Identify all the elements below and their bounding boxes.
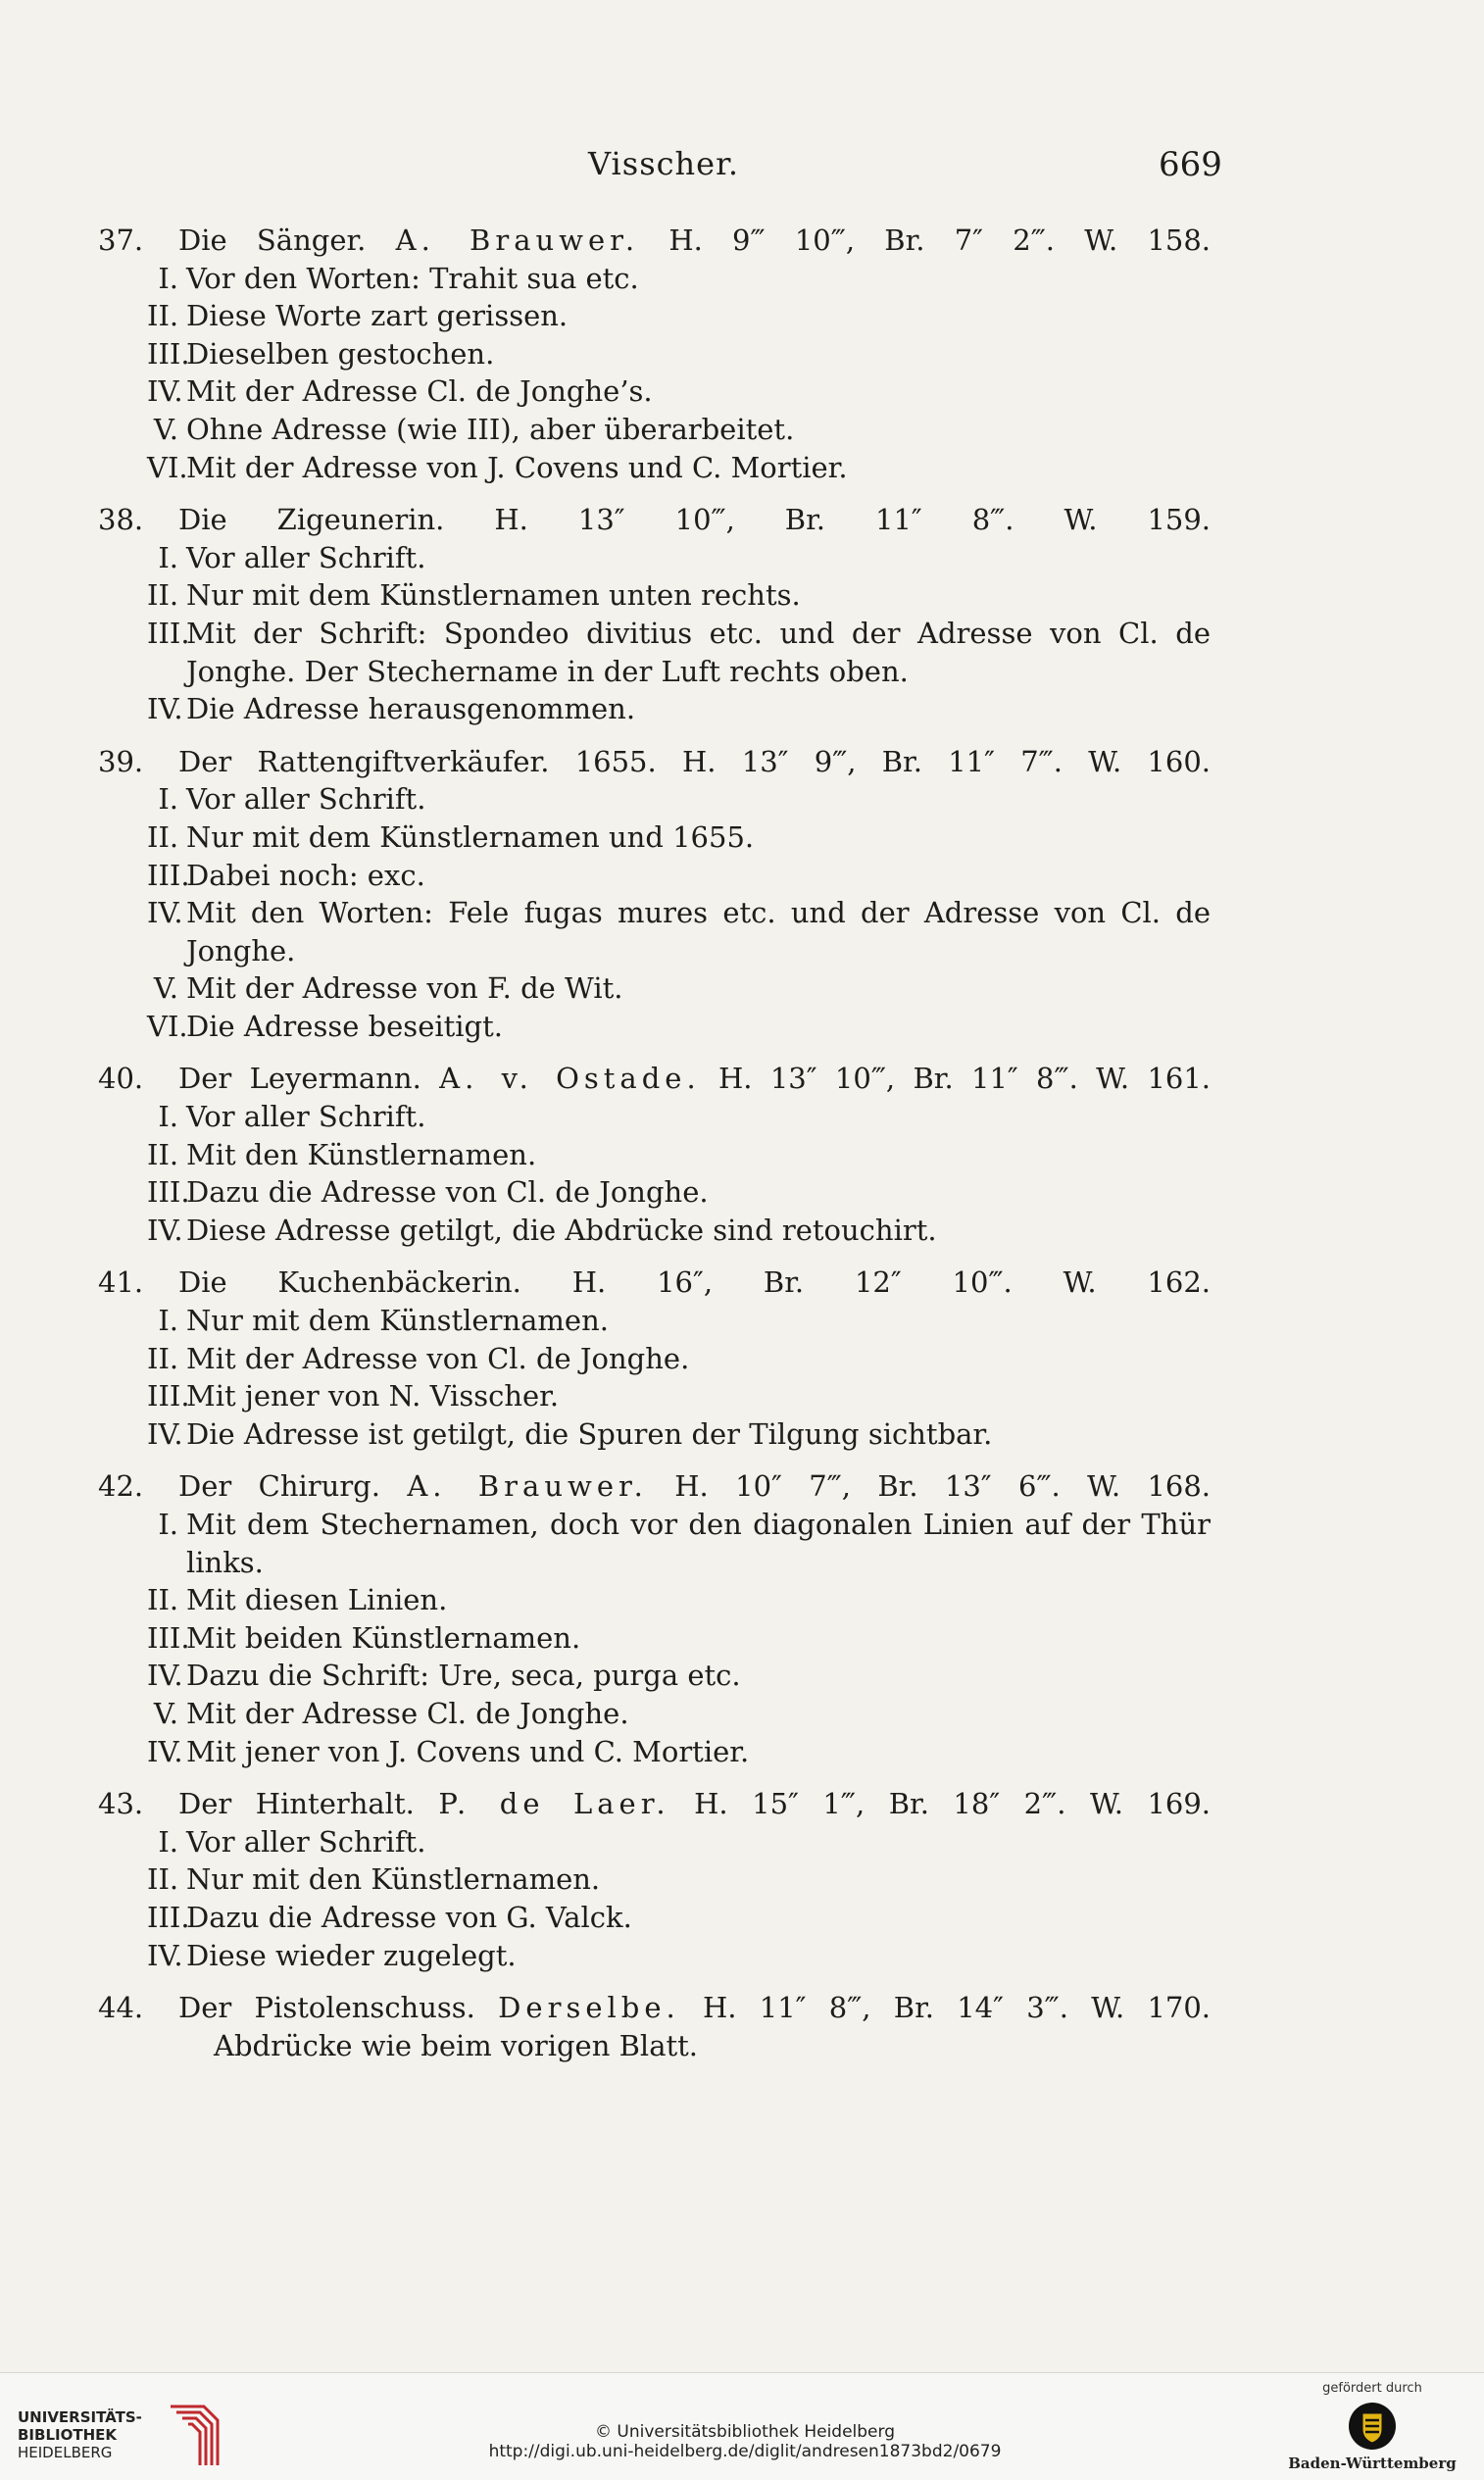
state-text: Mit jener von J. Covens und C. Mortier. (186, 1734, 750, 1768)
entry-reference: W. 159. (1064, 503, 1212, 537)
state-numeral: III. (147, 858, 190, 892)
library-name-line1: UNIVERSITÄTS- (18, 2408, 142, 2426)
entry-artist: Derselbe. (498, 1991, 680, 2025)
state-numeral: III. (147, 1900, 190, 1934)
state-numeral: IV. (147, 1938, 183, 1972)
state-text: Mit der Schrift: Spondeo divitius etc. und der Adresse von Cl. de Jonghe. Der Stechername in der Luft rechts oben. (186, 616, 1211, 688)
footer-bar (0, 2372, 1484, 2480)
entry-reference: W. 162. (1063, 1265, 1212, 1300)
state-text: Nur mit den Künstlernamen. (186, 1862, 601, 1897)
entry-dimensions: H. 11″ 8‴, Br. 14″ 3‴. (702, 1991, 1068, 2025)
entry-reference: W. 161. (1096, 1062, 1212, 1096)
state-line (98, 1899, 1211, 1937)
state-line (98, 1008, 1211, 1046)
state-line (98, 335, 1211, 373)
state-text: Dieselben gestochen. (186, 336, 495, 371)
state-text: Diese wieder zugelegt. (186, 1938, 517, 1972)
state-line (98, 1657, 1211, 1695)
library-name-line3: HEIDELBERG (18, 2444, 113, 2461)
state-text: Mit dem Stechernamen, doch vor den diagonalen Linien auf der Thür links. (186, 1508, 1211, 1579)
state-line (98, 1377, 1211, 1415)
state-text: Dazu die Adresse von Cl. de Jonghe. (186, 1175, 709, 1210)
entry-reference: W. 158. (1084, 223, 1212, 257)
state-numeral: I. (158, 782, 178, 817)
state-text: Dazu die Schrift: Ure, seca, purga etc. (186, 1659, 741, 1693)
entry-number: 42. (98, 1469, 144, 1504)
state-text: Dabei noch: exc. (186, 858, 425, 892)
state-numeral: IV. (147, 1213, 183, 1247)
state-text: Die Adresse beseitigt. (186, 1009, 503, 1043)
state-line (98, 1860, 1211, 1899)
entry-artist: P. de Laer. (438, 1787, 670, 1821)
state-line (98, 260, 1211, 298)
funder-logo[interactable] (1274, 2381, 1470, 2479)
entry-title: Der Hinterhalt. (178, 1787, 415, 1821)
entry-number: 44. (98, 1991, 144, 2025)
state-text: Vor aller Schrift. (186, 1100, 426, 1134)
state-numeral: I. (158, 1508, 178, 1541)
entry-dimensions: H. 16″, Br. 12″ 10‴. (571, 1265, 1013, 1300)
state-line (98, 1937, 1211, 1975)
entry-reference: W. 170. (1091, 1991, 1212, 2025)
catalogue-entry (98, 743, 1211, 1046)
entry-heading (98, 1060, 1211, 1098)
funder-name: Baden-Württemberg (1288, 2455, 1457, 2472)
state-text: Nur mit dem Künstlernamen und 1655. (186, 819, 755, 854)
entry-reference: W. 168. (1087, 1469, 1212, 1504)
running-head-title: Visscher. (588, 145, 740, 182)
entry-note: Abdrücke wie beim vorigen Blatt. (214, 2028, 699, 2062)
state-text: Nur mit dem Künstlernamen unten rechts. (186, 578, 801, 613)
state-numeral: VI. (147, 450, 188, 484)
entry-reference: W. 169. (1089, 1787, 1212, 1821)
state-text: Mit der Adresse Cl. de Jonghe. (186, 1696, 629, 1730)
entry-number: 41. (98, 1265, 144, 1300)
state-numeral: I. (158, 1100, 178, 1134)
state-text: Die Adresse ist getilgt, die Spuren der Tilgung sichtbar. (186, 1416, 993, 1451)
state-line (98, 780, 1211, 818)
state-text: Vor aller Schrift. (186, 540, 426, 574)
state-numeral: III. (147, 1379, 190, 1414)
state-numeral: IV. (147, 896, 183, 930)
state-line (98, 449, 1211, 487)
entry-number: 40. (98, 1062, 144, 1096)
entry-heading (98, 743, 1211, 781)
copyright-text: © Universitätsbibliothek Heidelberg (594, 2422, 895, 2442)
state-text: Mit jener von N. Visscher. (186, 1379, 560, 1414)
state-numeral: III. (147, 616, 190, 650)
state-numeral: II. (147, 1137, 179, 1171)
state-numeral: III. (147, 336, 190, 371)
state-text: Mit der Adresse von Cl. de Jonghe. (186, 1341, 690, 1375)
state-text: Mit diesen Linien. (186, 1583, 448, 1617)
state-numeral: I. (158, 1824, 178, 1859)
catalogue-entry (98, 1989, 1211, 2064)
state-line (98, 1823, 1211, 1861)
state-text: Mit den Künstlernamen. (186, 1137, 537, 1171)
entry-reference: W. 160. (1088, 744, 1212, 778)
state-line (98, 1695, 1211, 1733)
entry-dimensions: H. 15″ 1‴, Br. 18″ 2‴. (694, 1787, 1066, 1821)
entry-artist: A. v. Ostade. (439, 1062, 701, 1096)
catalogue-entry (98, 1264, 1211, 1453)
state-text: Diese Worte zart gerissen. (186, 299, 569, 333)
state-text: Mit der Adresse von J. Covens und C. Mortier. (186, 450, 848, 484)
entry-title: Der Leyermann. (178, 1062, 421, 1096)
state-line (98, 894, 1211, 969)
state-line (98, 411, 1211, 449)
library-logo-icon (165, 2403, 223, 2469)
entry-title: Die Kuchenbäckerin. (178, 1265, 521, 1300)
state-numeral: I. (158, 261, 178, 295)
entry-dimensions: H. 10″ 7‴, Br. 13″ 6‴. (674, 1469, 1061, 1504)
entry-number: 39. (98, 744, 144, 778)
state-line (98, 576, 1211, 615)
state-numeral: IV. (147, 692, 183, 726)
state-text: Vor aller Schrift. (186, 1824, 426, 1859)
library-name-line2: BIBLIOTHEK (18, 2426, 117, 2444)
entry-dimensions: H. 13″ 10‴, Br. 11″ 8‴. (718, 1062, 1078, 1096)
entry-artist: A. Brauwer. (407, 1469, 648, 1504)
state-line (98, 1733, 1211, 1771)
footer-citation (421, 2422, 1068, 2461)
state-line (98, 818, 1211, 857)
state-line (98, 857, 1211, 895)
state-text: Mit den Worten: Fele fugas mures etc. und der Adresse von Cl. de Jonghe. (186, 896, 1211, 967)
state-numeral: II. (147, 1341, 179, 1375)
state-text: Mit der Adresse Cl. de Jonghe’s. (186, 374, 653, 409)
library-logo[interactable] (18, 2393, 214, 2471)
state-numeral: II. (147, 578, 179, 613)
entry-heading (98, 1989, 1211, 2027)
state-numeral: II. (147, 819, 179, 854)
running-head (0, 145, 1484, 188)
catalogue-entry (98, 222, 1211, 486)
state-numeral: III. (147, 1175, 190, 1210)
state-line (98, 690, 1211, 728)
page-number: 669 (1159, 145, 1222, 184)
state-line (98, 1619, 1211, 1658)
state-numeral: I. (158, 1304, 178, 1338)
state-line (98, 969, 1211, 1008)
state-line (98, 1415, 1211, 1454)
state-text: Ohne Adresse (wie III), aber überarbeitet. (186, 412, 795, 446)
catalogue-entry (98, 501, 1211, 728)
state-line (98, 297, 1211, 335)
state-line (98, 1302, 1211, 1340)
entry-dimensions: H. 13″ 10‴, Br. 11″ 8‴. (494, 503, 1014, 537)
state-numeral: III. (147, 1620, 190, 1655)
state-numeral: V. (153, 412, 178, 446)
entry-number: 38. (98, 503, 144, 537)
entry-dimensions: H. 9‴ 10‴, Br. 7″ 2‴. (668, 223, 1055, 257)
state-numeral: V. (153, 971, 178, 1006)
state-text: Vor aller Schrift. (186, 782, 426, 817)
state-line (98, 1173, 1211, 1212)
state-text: Vor den Worten: Trahit sua etc. (186, 261, 639, 295)
state-line (98, 1098, 1211, 1136)
state-numeral: IV. (147, 1416, 183, 1451)
state-text: Nur mit dem Künstlernamen. (186, 1304, 609, 1338)
state-numeral: IV. (147, 1659, 183, 1693)
catalogue-entry (98, 1467, 1211, 1770)
state-line (98, 1340, 1211, 1378)
state-numeral: IV. (147, 1734, 183, 1768)
catalogue-entries (98, 222, 1211, 2079)
state-text: Mit beiden Künstlernamen. (186, 1620, 581, 1655)
state-line (98, 1506, 1211, 1581)
state-text: Die Adresse herausgenommen. (186, 692, 636, 726)
state-text: Dazu die Adresse von G. Valck. (186, 1900, 632, 1934)
entry-title: Die Zigeunerin. (178, 503, 445, 537)
entry-number: 43. (98, 1787, 144, 1821)
state-text: Diese Adresse getilgt, die Abdrücke sind retouchirt. (186, 1213, 937, 1247)
funded-by-label: gefördert durch (1322, 2381, 1422, 2396)
state-numeral: II. (147, 1583, 179, 1617)
entry-title: Der Pistolenschuss. (178, 1991, 475, 2025)
state-line (98, 1212, 1211, 1250)
entry-heading (98, 222, 1211, 260)
library-name (18, 2408, 142, 2461)
state-line (98, 1581, 1211, 1619)
entry-title: Die Sänger. (178, 223, 367, 257)
entry-dimensions: H. 13″ 9‴, Br. 11″ 7‴. (681, 744, 1063, 778)
entry-heading (98, 1785, 1211, 1823)
permalink[interactable]: http://digi.ub.uni-heidelberg.de/diglit/andresen1873bd2/0679 (488, 2442, 1002, 2461)
state-numeral: I. (158, 540, 178, 574)
state-text: Mit der Adresse von F. de Wit. (186, 971, 623, 1006)
state-numeral: II. (147, 1862, 179, 1897)
state-line (98, 539, 1211, 577)
entry-title: Der Chirurg. (178, 1469, 380, 1504)
entry-heading (98, 1264, 1211, 1302)
entry-artist: A. Brauwer. (395, 223, 640, 257)
state-numeral: VI. (147, 1009, 188, 1043)
state-numeral: V. (153, 1696, 178, 1730)
state-numeral: II. (147, 299, 179, 333)
entry-title: Der Rattengiftverkäufer. 1655. (178, 744, 657, 778)
entry-heading (98, 1467, 1211, 1506)
catalogue-entry (98, 1785, 1211, 1974)
entry-number: 37. (98, 223, 144, 257)
entry-heading (98, 501, 1211, 539)
state-crest-icon (1346, 2400, 1399, 2453)
state-line (98, 1136, 1211, 1174)
state-line (98, 615, 1211, 690)
state-numeral: IV. (147, 374, 183, 409)
state-line (98, 372, 1211, 411)
catalogue-entry (98, 1060, 1211, 1249)
